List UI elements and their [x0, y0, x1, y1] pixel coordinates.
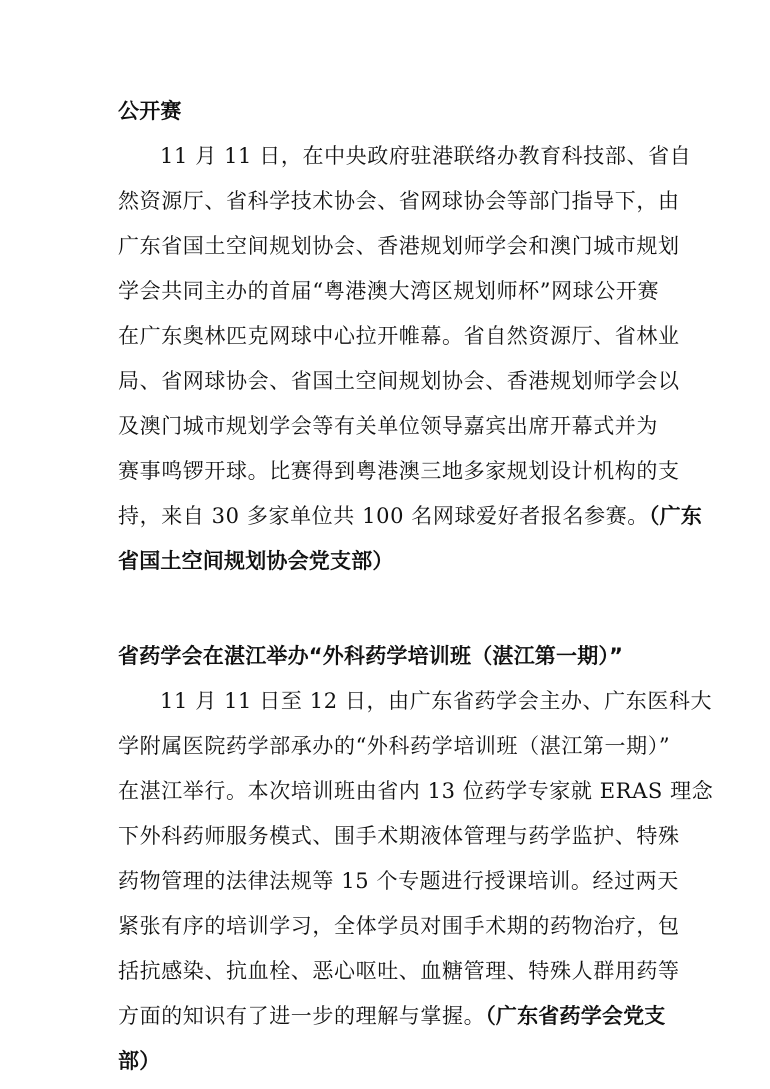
paragraph-line: 11 月 11 日至 12 日，由广东省药学会主办、广东医科大: [160, 689, 713, 713]
paragraph-line: 括抗感染、抗血栓、恶心呕吐、血糖管理、特殊人群用药等: [118, 959, 680, 983]
source-attribution: 省国土空间规划协会党支部）: [118, 549, 394, 573]
source-attribution: （广东: [648, 504, 703, 528]
paragraph-line: 及澳门城市规划学会等有关单位领导嘉宾出席开幕式并为: [118, 414, 658, 438]
paragraph-line: 广东省国土空间规划协会、香港规划师学会和澳门城市规划: [118, 234, 680, 258]
paragraph-line: 赛事鸣锣开球。比赛得到粤港澳三地多家规划设计机构的支: [118, 459, 680, 483]
paragraph-text: 持，来自 30 多家单位共 100 名网球爱好者报名参赛。: [118, 504, 649, 528]
paragraph-line: [118, 1001, 666, 1031]
paragraph-line: 11 月 11 日，在中央政府驻港联络办教育科技部、省自: [160, 144, 692, 168]
section-title: 公开赛: [118, 99, 182, 123]
section-title: 省药学会在湛江举办“外科药学培训班（湛江第一期）”: [118, 644, 624, 668]
paragraph-line: 下外科药师服务模式、围手术期液体管理与药学监护、特殊: [118, 824, 680, 848]
paragraph-line: 在广东奥林匹克网球中心拉开帷幕。省自然资源厅、省林业: [118, 324, 680, 348]
paragraph-line: [118, 501, 703, 531]
paragraph-line: 学会共同主办的首届“粤港澳大湾区规划师杯”网球公开赛: [118, 279, 660, 303]
paragraph-line: 紧张有序的培训学习，全体学员对围手术期的药物治疗，包: [118, 914, 680, 938]
paragraph-line: 学附属医院药学部承办的“外科药学培训班（湛江第一期）”: [118, 734, 671, 758]
source-attribution: 部）: [118, 1049, 161, 1073]
paragraph-line: 局、省网球协会、省国土空间规划协会、香港规划师学会以: [118, 369, 680, 393]
source-attribution: （广东省药学会党支: [485, 1004, 666, 1028]
paragraph-line: 然资源厅、省科学技术协会、省网球协会等部门指导下，由: [118, 189, 680, 213]
paragraph-line: 药物管理的法律法规等 15 个专题进行授课培训。经过两天: [118, 869, 679, 893]
paragraph-text: 方面的知识有了进一步的理解与掌握。: [118, 1004, 486, 1028]
paragraph-line: 在湛江举行。本次培训班由省内 13 位药学专家就 ERAS 理念: [118, 779, 714, 803]
